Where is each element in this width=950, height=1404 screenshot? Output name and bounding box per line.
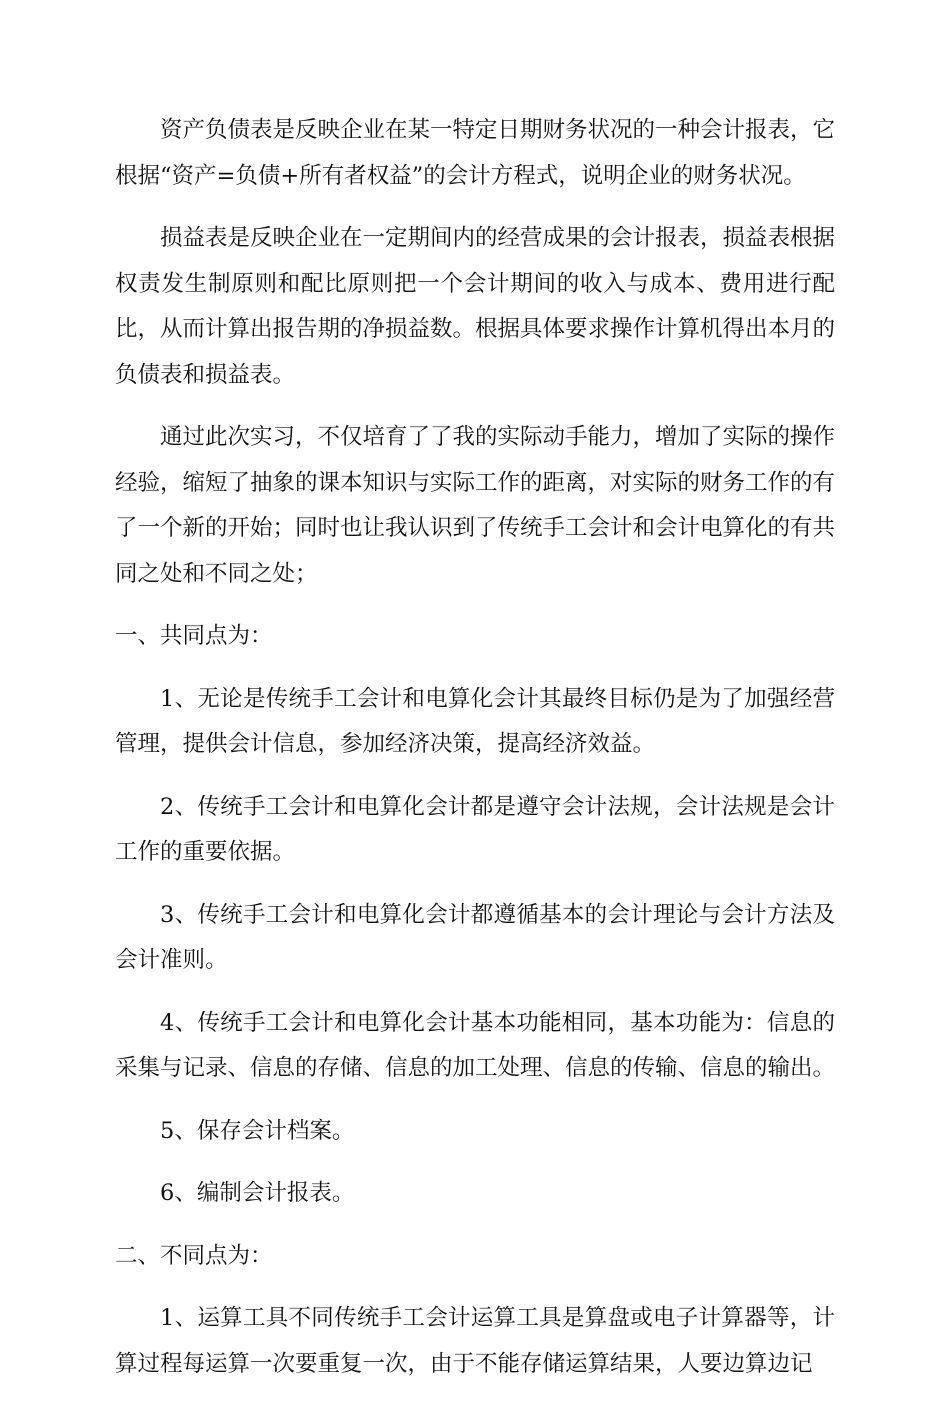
paragraph-income-statement: 损益表是反映企业在一定期间内的经营成果的会计报表，损益表根据权责发生制原则和配比原则把一个会计期间的收入与成本、费用进行配比，从而计算出报告期的净损益数。根据具体要求操作计算机得出本月的负债表和损益表。 [115, 225, 836, 388]
heading-similarities: 一、共同点为： [115, 623, 273, 649]
document-body [115, 108, 835, 1404]
list-item-similarity-4: 4、传统手工会计和电算化会计基本功能相同，基本功能为：信息的采集与记录、信息的存储、信息的加工处理、信息的传输、信息的输出。 [115, 1009, 836, 1081]
list-item-similarity-2: 2、传统手工会计和电算化会计都是遵守会计法规，会计法规是会计工作的重要依据。 [115, 793, 835, 865]
list-item-similarity-1: 1、无论是传统手工会计和电算化会计其最终目标仍是为了加强经营管理，提供会计信息，参加经济决策，提高经济效益。 [115, 685, 835, 757]
list-item-similarity-5: 5、保存会计档案。 [160, 1117, 355, 1144]
list-item-similarity-6: 6、编制会计报表。 [160, 1180, 355, 1206]
paragraph-internship-summary: 通过此次实习，不仅培育了了我的实际动手能力，增加了实际的操作经验，缩短了抽象的课本知识与实际工作的距离，对实际的财务工作的有了一个新的开始；同时也让我认识到了传统手工会计和会计电算化的有共同之处和不同之处； [115, 424, 836, 587]
heading-differences: 二、不同点为： [115, 1242, 273, 1269]
list-item-difference-1: 1、运算工具不同传统手工会计运算工具是算盘或电子计算器等，计算过程每运算一次要重复一次，由于不能存储运算结果，人要边算边记 [115, 1305, 835, 1377]
list-item-similarity-3: 3、传统手工会计和电算化会计都遵循基本的会计理论与会计方法及会计准则。 [115, 901, 835, 973]
paragraph-balance-sheet: 资产负债表是反映企业在某一特定日期财务状况的一种会计报表，它根据“资产=负债+所有者权益”的会计方程式，说明企业的财务状况。 [115, 117, 836, 189]
